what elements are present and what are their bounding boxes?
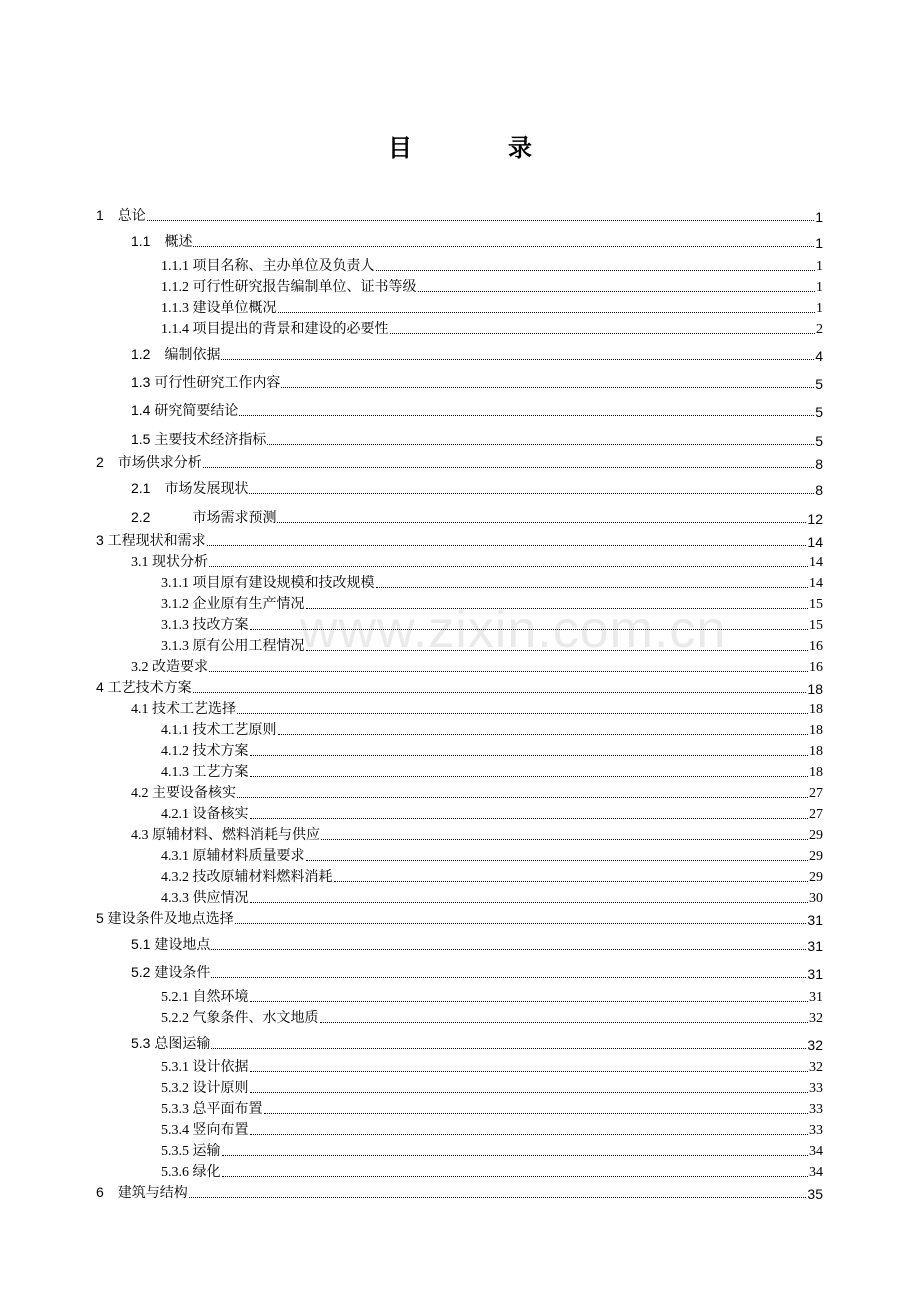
toc-entry-label: 1.1.4 项目提出的背景和建设的必要性 (161, 322, 389, 337)
toc-entry-label: 5.3.5 运输 (161, 1144, 221, 1159)
toc-entry-label: 5.3.6 绿化 (161, 1165, 221, 1180)
toc-entry[interactable] (161, 986, 823, 1006)
toc-entry-page-number: 35 (807, 1186, 823, 1202)
toc-entry-page-number: 27 (809, 807, 823, 822)
dot-leader (321, 838, 808, 840)
toc-entry[interactable] (161, 318, 823, 338)
toc-entry[interactable] (161, 297, 823, 317)
toc-entry[interactable] (96, 452, 823, 472)
toc-entry-label: 4.3.2 技改原辅材料燃料消耗 (161, 870, 333, 885)
toc-entry-page-number: 1 (816, 301, 823, 316)
toc-entry-page-number: 1 (815, 209, 823, 225)
toc-entry-page-number: 18 (809, 723, 823, 738)
toc-entry[interactable] (131, 551, 823, 571)
dot-leader (306, 607, 809, 609)
dot-leader (250, 901, 809, 903)
toc-entry-page-number: 12 (807, 511, 823, 527)
toc-entry[interactable] (131, 824, 823, 844)
toc-entry[interactable] (161, 740, 823, 760)
toc-entry-label: 3.1.3 技改方案 (161, 618, 249, 633)
dot-leader (193, 245, 814, 247)
toc-entry-label: 5.1 建设地点 (131, 936, 211, 952)
toc-entry-label: 5.3.1 设计依据 (161, 1060, 249, 1075)
toc-entry-label: 1.1 概述 (131, 233, 193, 249)
dot-leader (250, 754, 809, 756)
toc-entry[interactable] (131, 478, 823, 498)
toc-entry-page-number: 5 (815, 433, 823, 449)
toc-entry-label: 4 工艺技术方案 (96, 679, 192, 695)
dot-leader (281, 386, 814, 388)
toc-entry[interactable] (96, 205, 823, 225)
toc-entry[interactable] (161, 845, 823, 865)
toc-entry-page-number: 18 (809, 702, 823, 717)
toc-entry[interactable] (131, 934, 823, 954)
toc-entry-label: 3 工程现状和需求 (96, 532, 206, 548)
toc-entry[interactable] (161, 866, 823, 886)
toc-entry[interactable] (161, 1140, 823, 1160)
dot-leader (390, 332, 816, 334)
toc-entry-page-number: 15 (809, 618, 823, 633)
toc-entry-label: 1.1.2 可行性研究报告编制单位、证书等级 (161, 280, 417, 295)
dot-leader (209, 565, 808, 567)
dot-leader (376, 586, 809, 588)
toc-entry-page-number: 18 (809, 765, 823, 780)
toc-entry-label: 2 市场供求分析 (96, 454, 202, 470)
toc-entry-page-number: 1 (815, 235, 823, 251)
toc-entry-page-number: 18 (807, 681, 823, 697)
toc-entry-page-number: 16 (809, 660, 823, 675)
toc-entry-label: 1 总论 (96, 207, 146, 223)
toc-entry-label: 5.3 总图运输 (131, 1035, 211, 1051)
dot-leader (211, 1047, 806, 1049)
dot-leader (209, 670, 808, 672)
toc-entry-page-number: 27 (809, 786, 823, 801)
toc-entry[interactable] (131, 429, 823, 449)
toc-entry-label: 4.3 原辅材料、燃料消耗与供应 (131, 828, 320, 843)
toc-entry-page-number: 29 (809, 828, 823, 843)
toc-entry-label: 2.2 市场需求预测 (131, 509, 277, 525)
dot-leader (239, 414, 814, 416)
toc-entry-label: 5.2.1 自然环境 (161, 990, 249, 1005)
toc-entry[interactable] (161, 572, 823, 592)
toc-entry-page-number: 34 (809, 1165, 823, 1180)
dot-leader (278, 733, 809, 735)
toc-entry[interactable] (131, 507, 823, 527)
watermark: www.zixin.com.cn (300, 601, 727, 659)
toc-entry-label: 3.2 改造要求 (131, 660, 208, 675)
dot-leader (278, 311, 816, 313)
dot-leader (320, 1021, 809, 1023)
toc-entry-label: 4.3.3 供应情况 (161, 891, 249, 906)
toc-entry-page-number: 31 (809, 990, 823, 1005)
toc-entry[interactable] (161, 1077, 823, 1097)
dot-leader (207, 544, 807, 546)
toc-entry[interactable] (96, 908, 823, 928)
dot-leader (250, 628, 809, 630)
toc-entry-label: 5.3.2 设计原则 (161, 1081, 249, 1096)
toc-entry[interactable] (161, 1119, 823, 1139)
dot-leader (250, 775, 809, 777)
dot-leader (334, 880, 809, 882)
dot-leader (211, 948, 806, 950)
dot-leader (250, 1133, 809, 1135)
toc-entry-page-number: 33 (809, 1123, 823, 1138)
dot-leader (264, 1112, 809, 1114)
toc-entry[interactable] (131, 344, 823, 364)
toc-entry-page-number: 2 (816, 322, 823, 337)
dot-leader (306, 859, 809, 861)
toc-entry-page-number: 32 (809, 1060, 823, 1075)
dot-leader (237, 712, 808, 714)
toc-entry[interactable] (131, 231, 823, 251)
toc-entry[interactable] (161, 761, 823, 781)
toc-entry-page-number: 32 (807, 1037, 823, 1053)
toc-entry-page-number: 4 (815, 348, 823, 364)
toc-entry-label: 5.3.3 总平面布置 (161, 1102, 263, 1117)
toc-entry-label: 4.1.3 工艺方案 (161, 765, 249, 780)
toc-entry-page-number: 32 (809, 1011, 823, 1026)
toc-entry-label: 4.1.2 技术方案 (161, 744, 249, 759)
toc-entry-label: 5 建设条件及地点选择 (96, 910, 234, 926)
toc-entry[interactable] (161, 635, 823, 655)
dot-leader (250, 1091, 809, 1093)
dot-leader (203, 466, 814, 468)
dot-leader (306, 649, 809, 651)
toc-entry-label: 3.1.3 原有公用工程情况 (161, 639, 305, 654)
toc-entry[interactable] (161, 719, 823, 739)
dot-leader (250, 817, 809, 819)
toc-entry-label: 4.1.1 技术工艺原则 (161, 723, 277, 738)
toc-entry[interactable] (131, 656, 823, 676)
toc-entry-page-number: 15 (809, 597, 823, 612)
toc-entry-label: 5.2 建设条件 (131, 964, 211, 980)
toc-entry-label: 4.3.1 原辅材料质量要求 (161, 849, 305, 864)
toc-entry[interactable] (161, 1056, 823, 1076)
toc-entry-page-number: 29 (809, 849, 823, 864)
toc-entry-label: 4.2 主要设备核实 (131, 786, 236, 801)
toc-entry-page-number: 14 (807, 534, 823, 550)
toc-entry-label: 1.1.1 项目名称、主办单位及负责人 (161, 259, 375, 274)
dot-leader (250, 1070, 809, 1072)
toc-entry[interactable] (131, 962, 823, 982)
toc-entry-label: 3.1.1 项目原有建设规模和技改规模 (161, 576, 375, 591)
toc-entry[interactable] (131, 372, 823, 392)
toc-entry-label: 3.1 现状分析 (131, 555, 208, 570)
toc-entry-page-number: 30 (809, 891, 823, 906)
toc-entry[interactable] (131, 1033, 823, 1053)
toc-entry-page-number: 31 (807, 938, 823, 954)
toc-entry-label: 2.1 市场发展现状 (131, 480, 249, 496)
toc-entry-page-number: 1 (816, 259, 823, 274)
toc-entry-page-number: 31 (807, 912, 823, 928)
toc-entry-label: 1.5 主要技术经济指标 (131, 431, 267, 447)
page-title: 目 录 (388, 134, 568, 162)
dot-leader (249, 492, 814, 494)
dot-leader (222, 1175, 809, 1177)
toc-entry-label: 5.2.2 气象条件、水文地质 (161, 1011, 319, 1026)
toc-entry-page-number: 16 (809, 639, 823, 654)
dot-leader (267, 443, 814, 445)
toc-entry[interactable] (96, 1182, 823, 1202)
toc-entry-label: 4.1 技术工艺选择 (131, 702, 236, 717)
dot-leader (147, 219, 814, 221)
dot-leader (277, 521, 806, 523)
toc-entry[interactable] (96, 530, 823, 550)
toc-entry[interactable] (161, 887, 823, 907)
toc-entry[interactable] (131, 400, 823, 420)
toc-entry[interactable] (161, 1098, 823, 1118)
toc-entry-label: 1.4 研究简要结论 (131, 402, 239, 418)
toc-entry-label: 6 建筑与结构 (96, 1184, 188, 1200)
dot-leader (376, 269, 816, 271)
toc-entry-label: 1.2 编制依据 (131, 346, 221, 362)
dot-leader (237, 796, 808, 798)
dot-leader (222, 1154, 809, 1156)
toc-entry-page-number: 33 (809, 1081, 823, 1096)
dot-leader (189, 1196, 807, 1198)
dot-leader (418, 290, 816, 292)
toc-entry-label: 5.3.4 竖向布置 (161, 1123, 249, 1138)
dot-leader (250, 1000, 809, 1002)
toc-entry-label: 4.2.1 设备核实 (161, 807, 249, 822)
toc-entry-page-number: 31 (807, 966, 823, 982)
toc-entry-page-number: 18 (809, 744, 823, 759)
toc-entry-page-number: 33 (809, 1102, 823, 1117)
toc-entry[interactable] (161, 1007, 823, 1027)
dot-leader (221, 358, 814, 360)
toc-entry-label: 1.3 可行性研究工作内容 (131, 374, 281, 390)
dot-leader (235, 922, 807, 924)
toc-entry[interactable] (131, 698, 823, 718)
toc-entry[interactable] (161, 803, 823, 823)
toc-entry[interactable] (96, 677, 823, 697)
toc-entry-page-number: 14 (809, 576, 823, 591)
toc-entry-page-number: 8 (815, 482, 823, 498)
toc-entry[interactable] (161, 255, 823, 275)
toc-entry[interactable] (161, 1161, 823, 1181)
toc-entry-page-number: 5 (815, 404, 823, 420)
toc-entry-label: 1.1.3 建设单位概况 (161, 301, 277, 316)
dot-leader (211, 976, 806, 978)
toc-entry[interactable] (131, 782, 823, 802)
toc-entry[interactable] (161, 276, 823, 296)
dot-leader (193, 691, 807, 693)
toc-entry-page-number: 8 (815, 456, 823, 472)
toc-entry[interactable] (161, 593, 823, 613)
toc-entry-page-number: 34 (809, 1144, 823, 1159)
toc-entry-page-number: 14 (809, 555, 823, 570)
toc-entry[interactable] (161, 614, 823, 634)
toc-entry-page-number: 5 (815, 376, 823, 392)
toc-entry-page-number: 1 (816, 280, 823, 295)
toc-entry-page-number: 29 (809, 870, 823, 885)
toc-entry-label: 3.1.2 企业原有生产情况 (161, 597, 305, 612)
